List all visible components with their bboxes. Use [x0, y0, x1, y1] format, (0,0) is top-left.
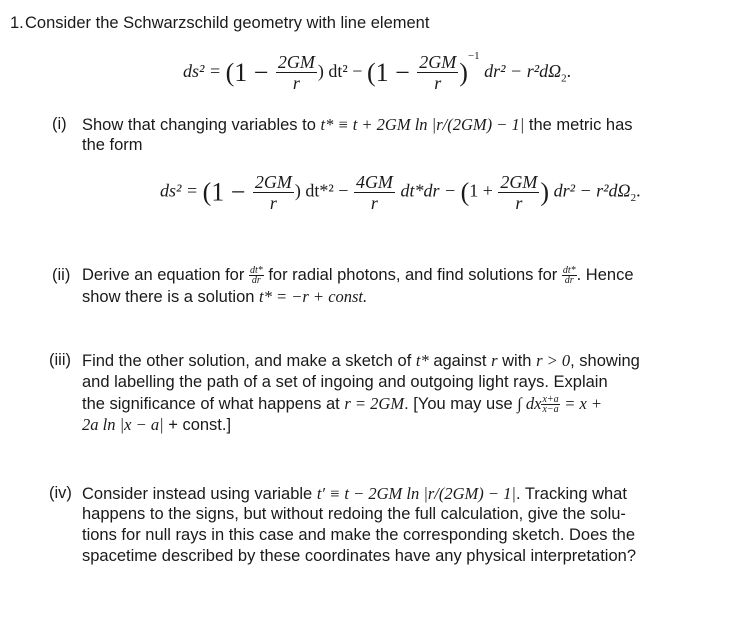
question-intro: Consider the Schwarzschild geometry with line element: [25, 14, 430, 32]
part-i-label: (i): [52, 115, 67, 133]
question-number: 1.: [10, 14, 24, 32]
part-iii-line3: the significance of what happens at r = 2GM. [You may use ∫ dx $\frac{x+a}{x-a}$ = x +: [82, 394, 603, 416]
part-iv-line1: Consider instead using variable t′ ≡ t − 2GM ln |r/(2GM) − 1|. Tracking what: [82, 484, 627, 503]
part-iii-line2: and labelling the path of a set of ingoing and outgoing light rays. Explain: [82, 373, 608, 391]
part-iv-line4: spacetime described by these coordinates have any physical interpretation?: [82, 547, 636, 565]
transformed-metric-equation: ds² = (1 − $\frac{2GM}{r}$ ) dt*² − $\frac{4GM}{r}$ dt*dr − (1 + $\frac{2GM}{r}$ ) $dr^2 - r^2d\Omega_2$.: [160, 172, 641, 213]
part-iii-line4: 2a ln |x − a| + const.]: [82, 415, 232, 434]
part-i-line1: Show that changing variables to t* ≡ t + 2GM ln |r/(2GM) − 1| the metric has: [82, 115, 633, 134]
part-ii-line2: show there is a solution t* = −r + const.: [82, 287, 368, 306]
part-iii-line1: Find the other solution, and make a sketch of t* against r with r > 0, showing: [82, 351, 640, 370]
part-iv-line2: happens to the signs, but without redoing the full calculation, give the solu-: [82, 505, 626, 523]
part-iii-label: (iii): [49, 351, 71, 369]
line-element-equation: ds² = (1 − $\frac{2GM}{r}$ ) dt² − (1 − $\frac{2GM}{r}$ )$^{-1}$ $dr^2 - r^2d\Omega_2$.: [183, 50, 572, 94]
part-i-line2: the form: [82, 136, 143, 154]
part-iv-line3: tions for null rays in this case and make the corresponding sketch. Does the: [82, 526, 636, 544]
part-ii-line1: Derive an equation for $\frac{dt*}{dr}$ for radial photons, and find solutions for $\frac{dt*}{dr}$ . Hence: [82, 265, 634, 287]
part-ii-label: (ii): [52, 266, 71, 284]
part-iv-label: (iv): [49, 484, 72, 502]
